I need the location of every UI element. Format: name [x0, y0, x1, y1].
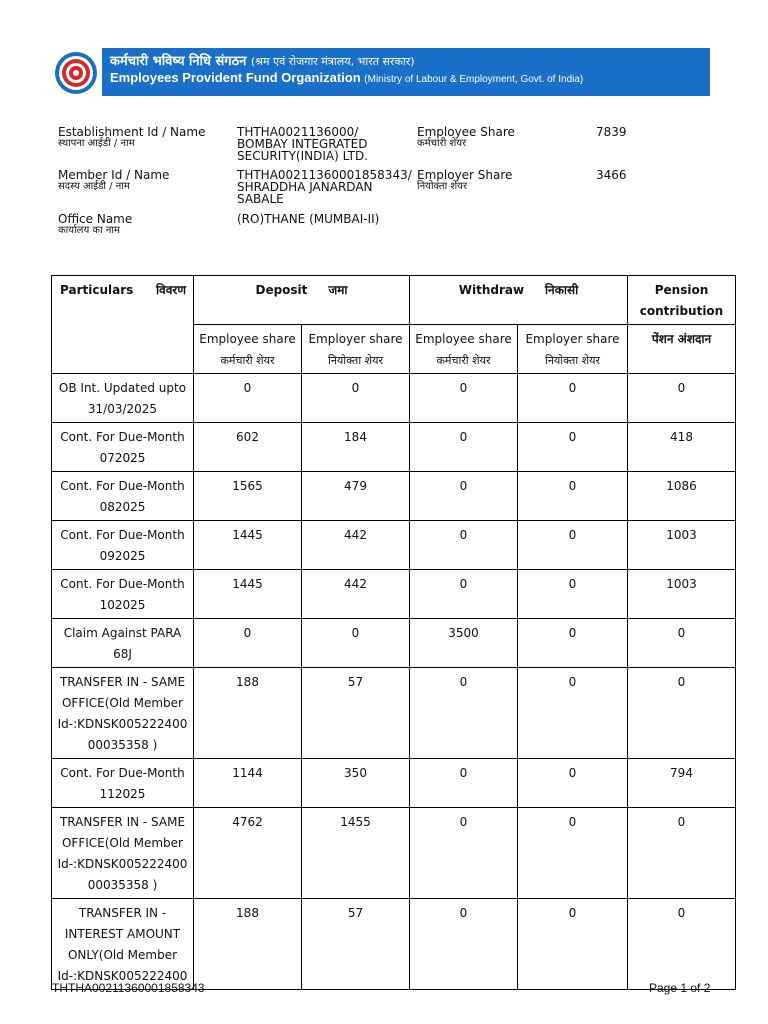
withdraw-hi: निकासी — [544, 283, 579, 297]
table-row — [52, 472, 736, 521]
cell-withdraw-employer: 0 — [518, 374, 628, 423]
member-label — [58, 169, 169, 193]
subheader-withdraw-employee — [410, 325, 518, 374]
cell-deposit-employer: 442 — [302, 570, 410, 619]
cell-withdraw-employee: 0 — [410, 759, 518, 808]
table-row — [52, 808, 736, 899]
establishment-id: THTHA0021136000/ — [237, 125, 359, 139]
member-value — [237, 169, 412, 205]
cell-withdraw-employee: 0 — [410, 472, 518, 521]
cell-deposit-employer: 479 — [302, 472, 410, 521]
title-english: Employees Provident Fund Organization — [110, 70, 361, 85]
epfo-logo-icon — [53, 50, 99, 96]
subheader-label-en: Employee share — [415, 332, 512, 346]
subtitle-english: (Ministry of Labour & Employment, Govt. of India) — [364, 74, 584, 85]
cell-withdraw-employer: 0 — [518, 899, 628, 990]
subheader-label-hi: कर्मचारी शेयर — [436, 354, 491, 367]
subheader-label-en: Employee share — [199, 332, 296, 346]
establishment-label-en: Establishment Id / Name — [58, 125, 206, 139]
subheader-label-hi: कर्मचारी शेयर — [220, 354, 275, 367]
cell-withdraw-employer: 0 — [518, 619, 628, 668]
employee-share-label-en: Employee Share — [417, 125, 515, 139]
cell-deposit-employer: 57 — [302, 899, 410, 990]
employer-share-label — [417, 169, 512, 193]
header-pension — [628, 276, 736, 325]
subheader-withdraw-employer — [518, 325, 628, 374]
footer-page-number: Page 1 of 2 — [649, 981, 711, 995]
subheader-deposit-employee — [194, 325, 302, 374]
office-name: (RO)THANE (MUMBAI-II) — [237, 212, 380, 226]
table-row — [52, 899, 736, 990]
header-hindi — [110, 51, 415, 69]
pension-hi: पेंशन अंशदान — [651, 332, 712, 346]
cell-deposit-employee: 188 — [194, 899, 302, 990]
table-row — [52, 521, 736, 570]
cell-particulars: Cont. For Due-Month 102025 — [52, 570, 194, 619]
employee-share-label — [417, 126, 515, 150]
header-withdraw — [410, 276, 628, 325]
cell-deposit-employee: 1565 — [194, 472, 302, 521]
member-name-1: SHRADDHA JANARDAN — [237, 180, 373, 194]
table-header-row — [52, 276, 736, 325]
subheader-label-hi: नियोक्ता शेयर — [544, 354, 601, 367]
particulars-hi: विवरण — [155, 283, 186, 297]
cell-withdraw-employee: 0 — [410, 374, 518, 423]
cell-pension: 1003 — [628, 570, 736, 619]
member-label-hi: सदस्य आईडी / नाम — [58, 181, 130, 192]
cell-deposit-employer: 1455 — [302, 808, 410, 899]
cell-particulars: Cont. For Due-Month 092025 — [52, 521, 194, 570]
subheader-label-en: Employer share — [308, 332, 403, 346]
cell-deposit-employee: 0 — [194, 619, 302, 668]
cell-deposit-employee: 602 — [194, 423, 302, 472]
cell-deposit-employer: 350 — [302, 759, 410, 808]
member-label-en: Member Id / Name — [58, 168, 170, 182]
office-value — [237, 213, 379, 225]
cell-deposit-employee: 188 — [194, 668, 302, 759]
cell-withdraw-employer: 0 — [518, 570, 628, 619]
cell-withdraw-employer: 0 — [518, 521, 628, 570]
cell-pension: 1003 — [628, 521, 736, 570]
header-deposit — [194, 276, 410, 325]
cell-withdraw-employee: 0 — [410, 423, 518, 472]
header-english — [110, 70, 583, 85]
employer-share-label-hi: नियोक्ता शेयर — [417, 181, 468, 192]
deposit-en: Deposit — [255, 283, 308, 297]
establishment-name-2: SECURITY(INDIA) LTD. — [237, 149, 368, 163]
withdraw-en: Withdraw — [458, 283, 525, 297]
cell-particulars: TRANSFER IN - SAME OFFICE(Old Member Id-:KDNSK005222400 00035358 ) — [52, 668, 194, 759]
cell-pension: 0 — [628, 668, 736, 759]
cell-particulars: TRANSFER IN - INTEREST AMOUNT ONLY(Old Member Id-:KDNSK005222400 — [52, 899, 194, 990]
establishment-value — [237, 126, 368, 162]
cell-deposit-employer: 0 — [302, 619, 410, 668]
employee-share-value — [596, 126, 627, 138]
cell-withdraw-employer: 0 — [518, 759, 628, 808]
cell-deposit-employee: 1445 — [194, 570, 302, 619]
cell-deposit-employer: 57 — [302, 668, 410, 759]
office-label — [58, 213, 132, 237]
establishment-label-hi: स्थापना आईडी / नाम — [58, 138, 135, 149]
cell-pension: 0 — [628, 899, 736, 990]
header-banner — [102, 48, 710, 96]
cell-particulars: Cont. For Due-Month 082025 — [52, 472, 194, 521]
cell-withdraw-employee: 3500 — [410, 619, 518, 668]
cell-deposit-employer: 0 — [302, 374, 410, 423]
table-row — [52, 619, 736, 668]
member-id: THTHA00211360001858343/ — [237, 168, 412, 182]
cell-deposit-employee: 4762 — [194, 808, 302, 899]
cell-pension: 794 — [628, 759, 736, 808]
header-particulars — [52, 276, 194, 374]
cell-pension: 1086 — [628, 472, 736, 521]
subheader-label-en: Employer share — [525, 332, 620, 346]
cell-withdraw-employee: 0 — [410, 899, 518, 990]
cell-deposit-employee: 1445 — [194, 521, 302, 570]
table-row — [52, 570, 736, 619]
employee-share-label-hi: कर्मचारी शेयर — [417, 138, 467, 149]
member-name-2: SABALE — [237, 192, 284, 206]
cell-particulars: Cont. For Due-Month 112025 — [52, 759, 194, 808]
cell-pension: 418 — [628, 423, 736, 472]
table-row — [52, 759, 736, 808]
cell-deposit-employee: 1144 — [194, 759, 302, 808]
employer-share-value — [596, 169, 627, 181]
table-row — [52, 423, 736, 472]
cell-deposit-employer: 184 — [302, 423, 410, 472]
footer-member-id: THTHA00211360001858343 — [52, 981, 205, 995]
cell-withdraw-employer: 0 — [518, 423, 628, 472]
cell-pension: 0 — [628, 374, 736, 423]
establishment-label — [58, 126, 205, 150]
subheader-pension — [628, 325, 736, 374]
employee-share-amount: 7839 — [596, 125, 627, 139]
employer-share-label-en: Employer Share — [417, 168, 513, 182]
cell-particulars: OB Int. Updated upto 31/03/2025 — [52, 374, 194, 423]
cell-withdraw-employer: 0 — [518, 808, 628, 899]
cell-withdraw-employee: 0 — [410, 668, 518, 759]
subtitle-hindi: (श्रम एवं रोजगार मंत्रालय, भारत सरकार) — [250, 55, 415, 68]
cell-particulars: Claim Against PARA 68J — [52, 619, 194, 668]
cell-pension: 0 — [628, 808, 736, 899]
cell-withdraw-employee: 0 — [410, 808, 518, 899]
cell-deposit-employee: 0 — [194, 374, 302, 423]
establishment-name-1: BOMBAY INTEGRATED — [237, 137, 368, 151]
cell-particulars: TRANSFER IN - SAME OFFICE(Old Member Id-:KDNSK005222400 00035358 ) — [52, 808, 194, 899]
employer-share-amount: 3466 — [596, 168, 627, 182]
cell-deposit-employer: 442 — [302, 521, 410, 570]
cell-withdraw-employer: 0 — [518, 472, 628, 521]
cell-withdraw-employee: 0 — [410, 521, 518, 570]
particulars-en: Particulars — [60, 283, 134, 297]
title-hindi: कर्मचारी भविष्य निधि संगठन — [110, 54, 247, 69]
cell-pension: 0 — [628, 619, 736, 668]
passbook-table — [51, 275, 736, 990]
table-row — [52, 668, 736, 759]
office-label-hi: कार्यालय का नाम — [58, 225, 120, 236]
cell-withdraw-employee: 0 — [410, 570, 518, 619]
subheader-deposit-employer — [302, 325, 410, 374]
cell-particulars: Cont. For Due-Month 072025 — [52, 423, 194, 472]
subheader-label-hi: नियोक्ता शेयर — [327, 354, 384, 367]
table-row — [52, 374, 736, 423]
deposit-hi: जमा — [328, 283, 348, 297]
office-label-en: Office Name — [58, 212, 133, 226]
cell-withdraw-employer: 0 — [518, 668, 628, 759]
pension-en: Pension contribution — [639, 283, 724, 318]
